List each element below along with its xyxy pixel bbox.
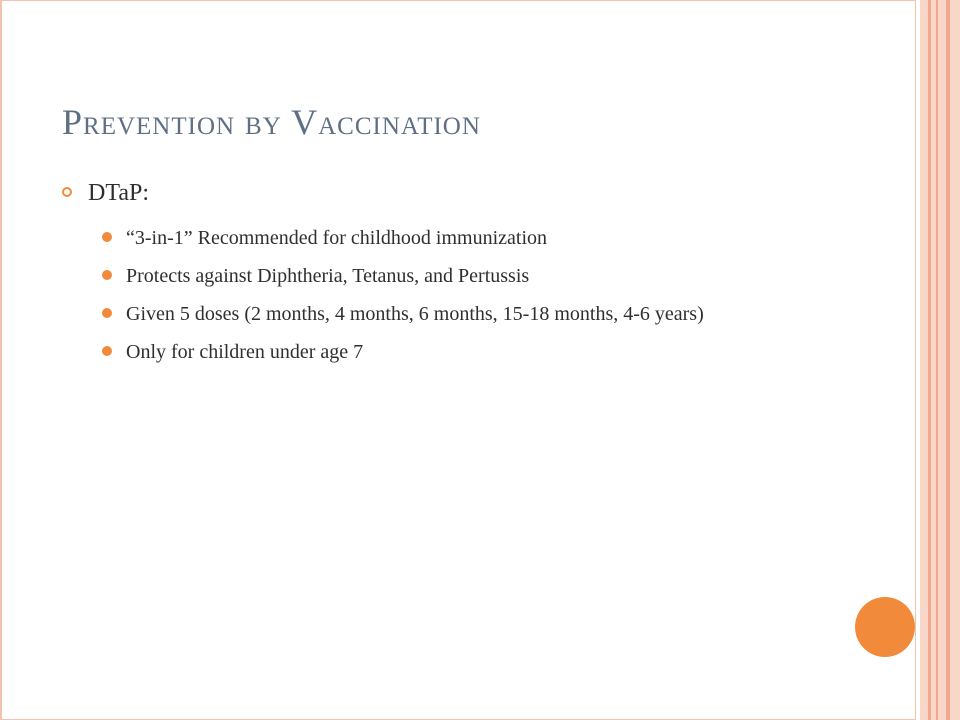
- main-bullet: [62, 172, 832, 214]
- dot-bullet-icon: [102, 270, 112, 280]
- decorative-stripe: [928, 0, 931, 720]
- dot-bullet-icon: [102, 232, 112, 242]
- slide-content: [62, 172, 832, 376]
- main-bullet-text: DTaP:: [88, 180, 149, 206]
- sub-bullet-item: [126, 224, 832, 252]
- dot-bullet-icon: [102, 346, 112, 356]
- sub-bullet-list: [62, 224, 832, 366]
- slide-title: Prevention by Vaccination: [62, 102, 481, 142]
- dot-bullet-icon: [102, 308, 112, 318]
- sub-bullet-text: “3-in-1” Recommended for childhood immunization: [126, 227, 547, 249]
- sub-bullet-text: Given 5 doses (2 months, 4 months, 6 months, 15-18 months, 4-6 years): [126, 303, 704, 325]
- sub-bullet-text: Only for children under age 7: [126, 341, 364, 363]
- sub-bullet-item: [126, 300, 832, 328]
- sub-bullet-item: [126, 262, 832, 290]
- orange-circle-decoration: [855, 597, 915, 657]
- sub-bullet-item: [126, 338, 832, 366]
- decorative-stripe: [946, 0, 950, 720]
- sub-bullet-text: Protects against Diphtheria, Tetanus, and Pertussis: [126, 265, 530, 287]
- decorative-stripe: [936, 0, 938, 720]
- right-decorative-band: [920, 0, 960, 720]
- ring-bullet-icon: [62, 187, 72, 197]
